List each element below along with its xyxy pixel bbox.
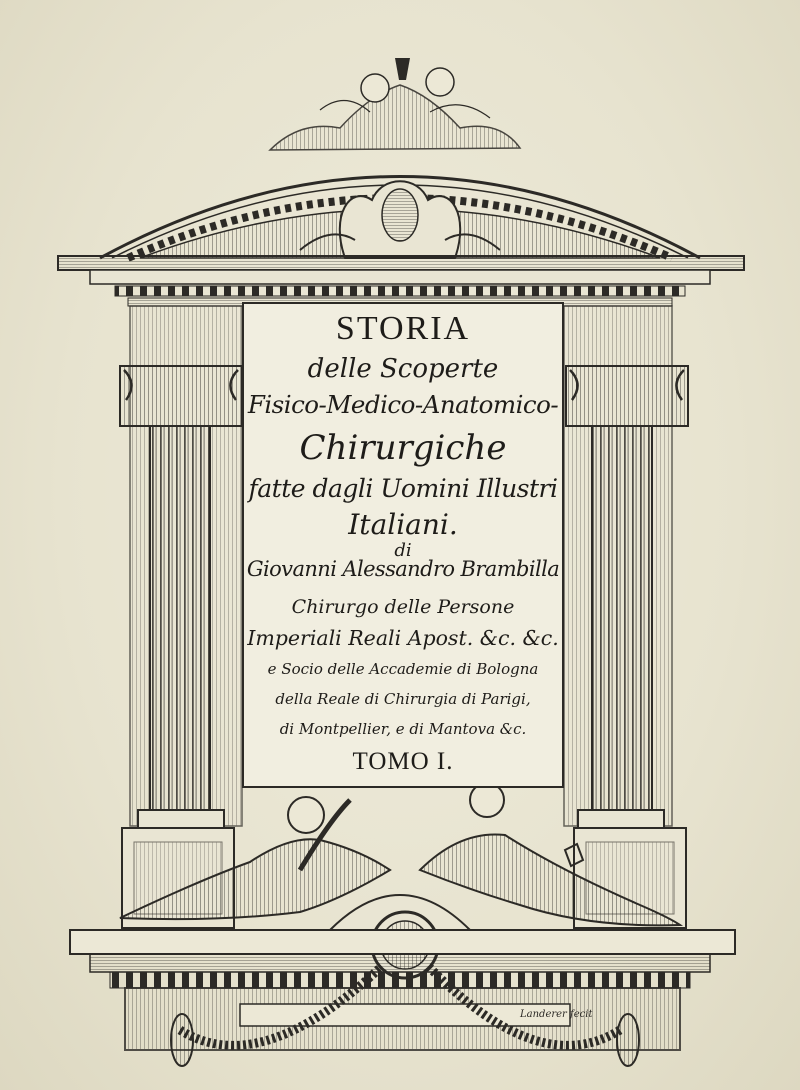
subtitle-line-italiani: Italiani. [348, 508, 458, 541]
volume-label: TOMO I. [352, 748, 454, 775]
author-title-line-2: Imperiali Reali Apost. &c. &c. [247, 626, 559, 650]
by-line: di [394, 540, 412, 561]
subtitle-line-delle: delle Scoperte [307, 354, 499, 384]
subtitle-line-fatte: fatte dagli Uomini Illustri [248, 474, 558, 503]
entablature [58, 256, 744, 306]
subtitle-line-fisico: Fisico-Medico-Anatomico- [247, 390, 559, 419]
pediment [100, 58, 700, 258]
author-title-line-3: e Socio delle Accademie di Bologna [267, 660, 539, 678]
author-name: Giovanni Alessandro Brambilla [246, 557, 560, 581]
title-panel [242, 302, 564, 788]
putti-sculpture-group [270, 58, 520, 150]
subtitle-line-chirurgiche: Chirurgiche [299, 428, 507, 468]
engraver-credit: Landerer fecit [520, 1009, 593, 1020]
author-title-line-5: di Montpellier, e di Mantova &c. [279, 720, 527, 738]
author-title-line-1: Chirurgo delle Persone [291, 596, 515, 618]
book-title: STORIA [335, 310, 471, 347]
author-title-line-4: della Reale di Chirurgia di Parigi, [275, 690, 531, 708]
